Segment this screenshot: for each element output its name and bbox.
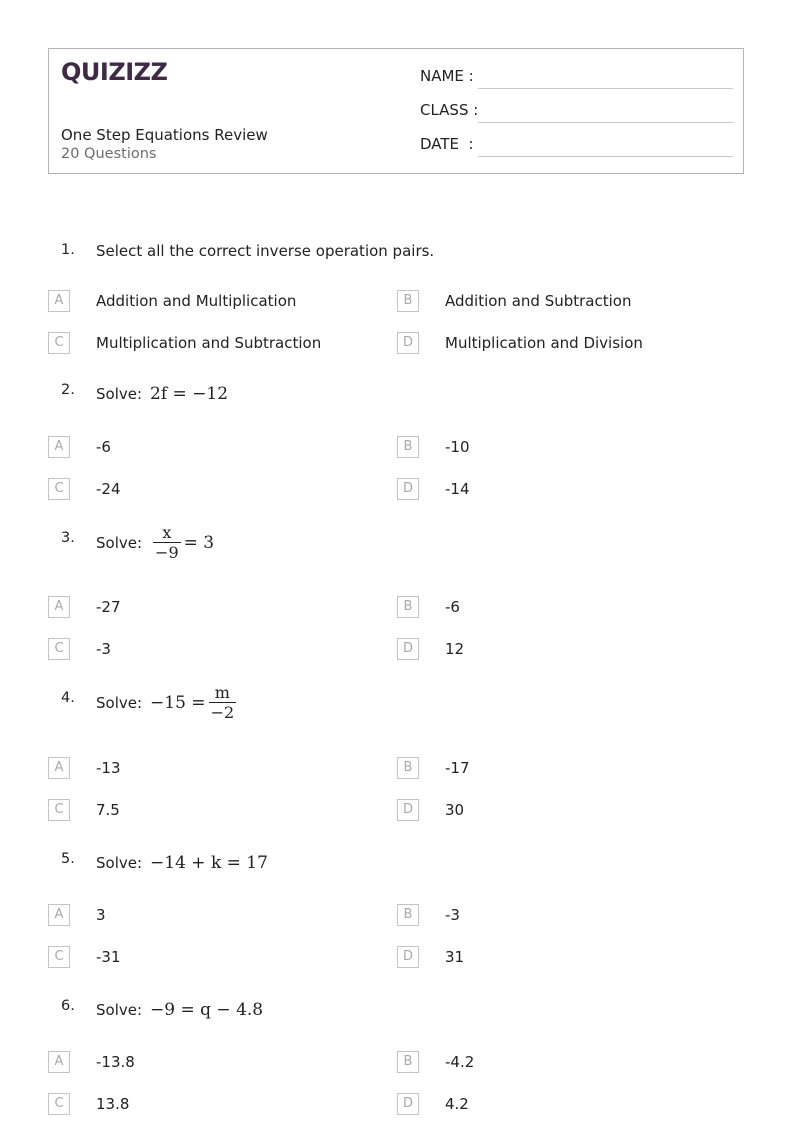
question-prompt: Solve:: [96, 694, 143, 712]
option-letter: A: [48, 757, 70, 779]
option-letter: C: [48, 799, 70, 821]
option-letter: A: [48, 596, 70, 618]
option-text: -31: [96, 948, 121, 966]
equation-right: = 3: [183, 533, 215, 553]
equation: [150, 683, 239, 722]
name-field[interactable]: [420, 67, 733, 91]
question-prompt: Solve:: [96, 1001, 143, 1019]
date-label: DATE :: [420, 135, 474, 153]
option-text: 4.2: [445, 1095, 469, 1113]
fraction: [153, 524, 181, 563]
denominator: −2: [210, 703, 235, 722]
quizizz-logo: QUIZIZZ: [61, 58, 168, 86]
question-number: 1.: [61, 242, 75, 258]
question-prompt: Solve:: [96, 534, 143, 552]
option-letter: C: [48, 332, 70, 354]
option-letter: B: [397, 757, 419, 779]
question-number: 4.: [61, 690, 75, 706]
question-number: 5.: [61, 851, 75, 867]
question-number: 2.: [61, 382, 75, 398]
option-letter: B: [397, 904, 419, 926]
option-letter: A: [48, 290, 70, 312]
name-label: NAME :: [420, 67, 474, 85]
option-text: -17: [445, 759, 470, 777]
date-field[interactable]: [420, 135, 733, 159]
option-text: Multiplication and Subtraction: [96, 334, 322, 352]
question-number: 6.: [61, 998, 75, 1014]
question-prompt: Select all the correct inverse operation pairs.: [96, 242, 435, 260]
fraction: [209, 684, 237, 723]
worksheet-title: One Step Equations Review: [61, 126, 268, 144]
option-letter: D: [397, 478, 419, 500]
option-text: -3: [96, 640, 111, 658]
option-text: Addition and Subtraction: [445, 292, 632, 310]
equation: −14 + k = 17: [150, 853, 268, 873]
option-letter: B: [397, 290, 419, 312]
option-text: 30: [445, 801, 465, 819]
numerator: x: [162, 523, 172, 542]
option-text: Addition and Multiplication: [96, 292, 297, 310]
option-text: 12: [445, 640, 465, 658]
equation: [150, 523, 215, 562]
option-text: -13: [96, 759, 121, 777]
option-text: -4.2: [445, 1053, 475, 1071]
option-letter: A: [48, 1051, 70, 1073]
option-text: -6: [445, 598, 460, 616]
equation: −9 = q − 4.8: [150, 1000, 264, 1020]
worksheet-header: [48, 48, 744, 174]
class-field[interactable]: [420, 101, 733, 125]
option-letter: D: [397, 946, 419, 968]
option-text: 13.8: [96, 1095, 130, 1113]
question-number: 3.: [61, 530, 75, 546]
option-text: -14: [445, 480, 470, 498]
option-letter: D: [397, 1093, 419, 1115]
option-letter: A: [48, 904, 70, 926]
date-line[interactable]: [478, 156, 733, 157]
option-text: -6: [96, 438, 111, 456]
question-prompt: Solve:: [96, 854, 143, 872]
option-letter: D: [397, 332, 419, 354]
question-line: [96, 384, 228, 404]
option-text: -27: [96, 598, 121, 616]
question-line: [96, 684, 239, 723]
option-letter: C: [48, 478, 70, 500]
equation: 2f = −12: [150, 384, 229, 404]
option-letter: C: [48, 638, 70, 660]
option-text: -10: [445, 438, 470, 456]
option-letter: D: [397, 799, 419, 821]
option-letter: B: [397, 596, 419, 618]
numerator: m: [214, 683, 230, 702]
question-line: [96, 1000, 263, 1020]
option-text: 3: [96, 906, 106, 924]
equation-left: −15 =: [150, 693, 206, 713]
class-line[interactable]: [478, 122, 733, 123]
option-letter: B: [397, 436, 419, 458]
question-prompt: Solve:: [96, 385, 143, 403]
option-letter: A: [48, 436, 70, 458]
question-line: [96, 853, 268, 873]
denominator: −9: [155, 543, 179, 562]
class-label: CLASS :: [420, 101, 479, 119]
option-text: -24: [96, 480, 121, 498]
option-letter: B: [397, 1051, 419, 1073]
question-count: 20 Questions: [61, 146, 157, 162]
option-text: 31: [445, 948, 465, 966]
option-letter: D: [397, 638, 419, 660]
option-letter: C: [48, 946, 70, 968]
name-line[interactable]: [478, 88, 733, 89]
option-text: Multiplication and Division: [445, 334, 643, 352]
option-text: -3: [445, 906, 460, 924]
option-letter: C: [48, 1093, 70, 1115]
option-text: -13.8: [96, 1053, 135, 1071]
option-text: 7.5: [96, 801, 120, 819]
question-line: [96, 524, 214, 563]
